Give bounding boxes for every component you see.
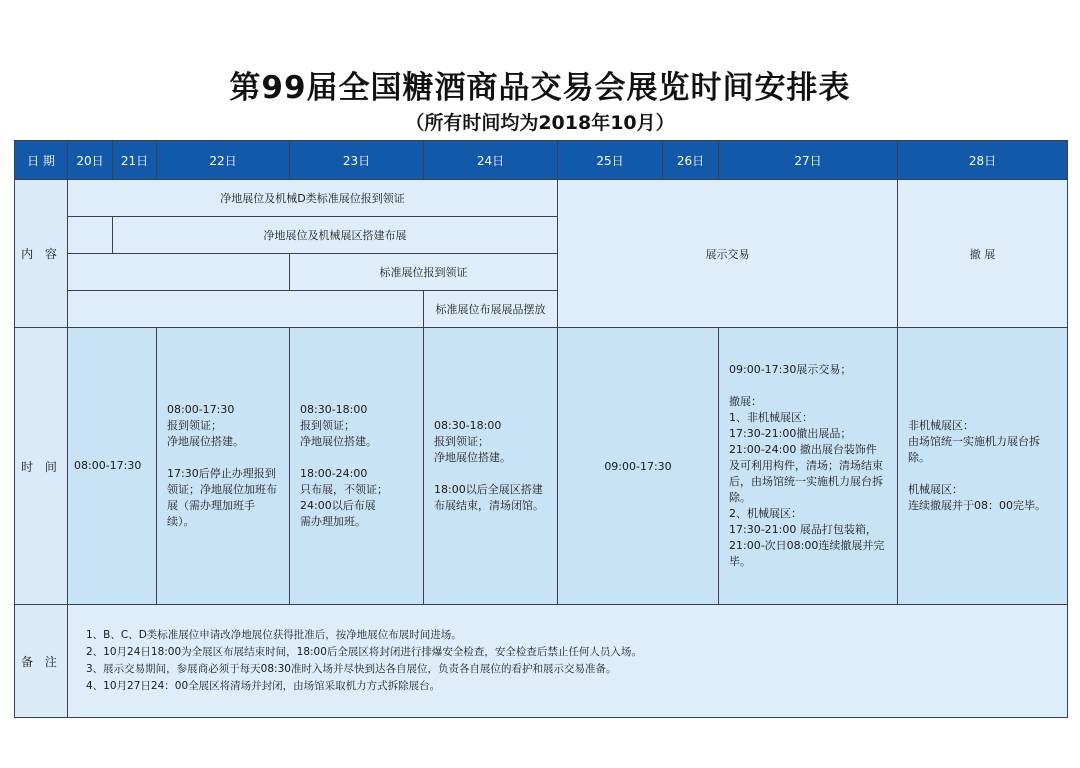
- time-day-28: 非机械展区： 由场馆统一实施机力展台拆除。 机械展区： 连续撤展并于08：00完毕。: [908, 419, 1046, 512]
- notes-list: [68, 627, 1067, 695]
- content-bar-standard-setup: 标准展位布展展品摆放: [424, 291, 558, 328]
- time-day-25-26: 09:00-17:30: [558, 328, 719, 605]
- header-day-24: 24日: [424, 141, 558, 180]
- note-item: 2、10月24日18:00为全展区布展结束时间，18:00后全展区将封闭进行排爆安全检查，安全检查后禁止任何人员入场。: [86, 646, 642, 658]
- content-empty-cell: [68, 291, 424, 328]
- page-subtitle: （所有时间均为2018年10月）: [405, 112, 675, 134]
- time-day-27: 09:00-17:30展示交易； 撤展： 1、非机械展区： 17:30-21:00撤出展品； 21:00-24:00 撤出展台装饰件及可利用构件，清场；清场结束后，由场馆统一实施机力展台拆除。 2、机械展区： 17:30-21:00 展品打包装箱， 21:00-次日08:00连续撤展并完毕。: [729, 363, 885, 568]
- header-day-28: 28日: [898, 141, 1068, 180]
- header-row: [15, 141, 1068, 180]
- schedule-table: [14, 140, 1068, 718]
- content-withdraw: 撤 展: [898, 180, 1068, 328]
- note-item: 3、展示交易期间，参展商必须于每天08:30准时入场并尽快到达各自展位，负责各自展位的看护和展示交易准备。: [86, 663, 617, 675]
- header-day-25: 25日: [558, 141, 663, 180]
- time-day-24: 08:30-18:00 报到领证； 净地展位搭建。 18:00以后全展区搭建布展结束，清场闭馆。: [434, 419, 544, 512]
- content-empty-cell: [68, 254, 290, 291]
- header-day-27: 27日: [719, 141, 898, 180]
- content-bar-construction: 净地展位及机械展区搭建布展: [113, 217, 558, 254]
- page-title: 第99届全国糖酒商品交易会展览时间安排表: [229, 70, 851, 106]
- content-label: 内 容: [15, 180, 68, 328]
- header-day-20: 20日: [68, 141, 113, 180]
- time-day-20-21: 08:00-17:30: [74, 459, 142, 472]
- content-empty-cell: [68, 217, 113, 254]
- note-item: 1、B、C、D类标准展位申请改净地展位获得批准后，按净地展位布展时间进场。: [86, 629, 462, 641]
- header-day-23: 23日: [290, 141, 424, 180]
- content-exhibit: 展示交易: [558, 180, 898, 328]
- time-label: 时 间: [15, 328, 68, 605]
- header-day-21: 21日: [113, 141, 157, 180]
- header-day-22: 22日: [157, 141, 290, 180]
- note-item: 4、10月27日24：00全展区将清场并封闭，由场馆采取机力方式拆除展台。: [86, 680, 441, 692]
- notes-label: 备 注: [15, 605, 68, 718]
- header-date-label: 日 期: [15, 141, 68, 180]
- time-day-23: 08:30-18:00 报到领证； 净地展位搭建。 18:00-24:00 只布展，不领证； 24:00以后布展 需办理加班。: [300, 403, 388, 528]
- content-bar-registration: 净地展位及机械D类标准展位报到领证: [68, 180, 558, 217]
- content-bar-standard-registration: 标准展位报到领证: [290, 254, 558, 291]
- header-day-26: 26日: [663, 141, 719, 180]
- time-day-22: 08:00-17:30 报到领证； 净地展位搭建。 17:30后停止办理报到领证；净地展位加班布展（需办理加班手续）。: [167, 403, 277, 528]
